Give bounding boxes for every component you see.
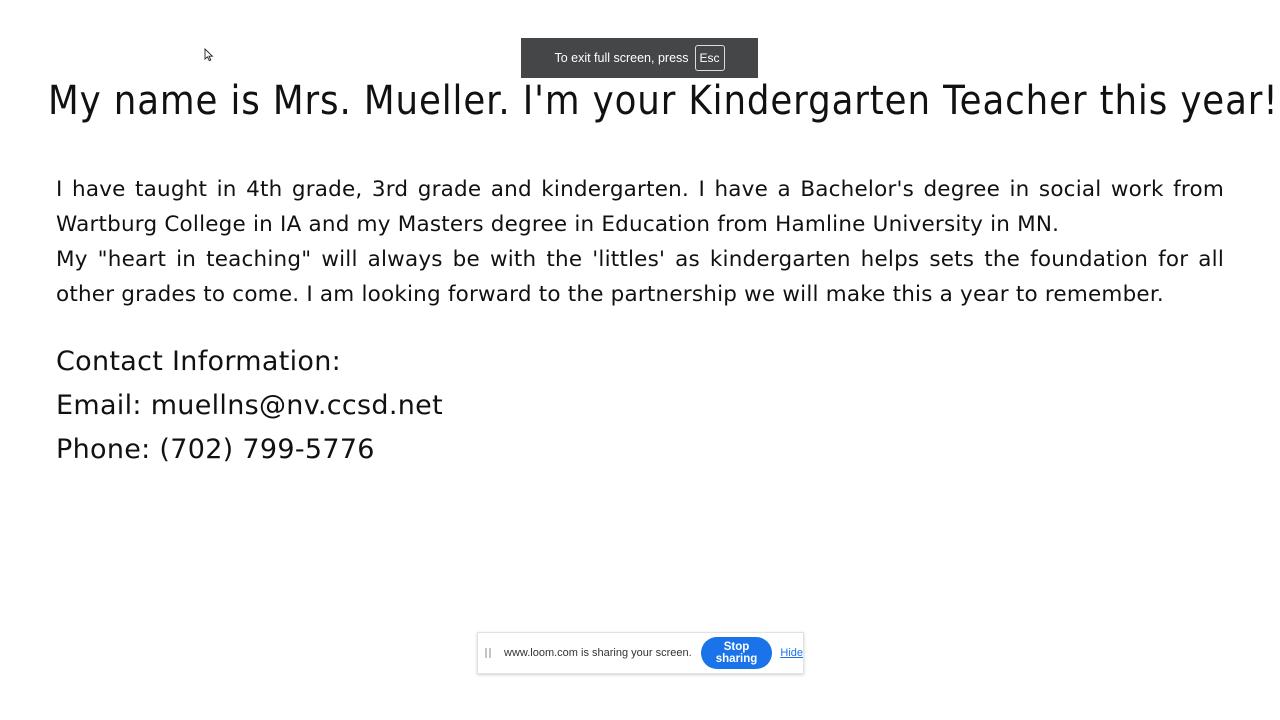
page-title: My name is Mrs. Mueller. I'm your Kindergarten Teacher this year!: [48, 78, 1279, 124]
mouse-pointer-icon: [204, 48, 214, 62]
teacher-bio: [56, 172, 1224, 312]
contact-information: [56, 340, 443, 472]
share-status-text: www.loom.com is sharing your screen.: [504, 647, 692, 659]
fullscreen-notice-text: To exit full screen, press: [554, 51, 689, 65]
bio-paragraph: I have taught in 4th grade, 3rd grade and kindergarten. I have a Bachelor's degree in social work from Wartburg College in IA and my Masters degree in Education from Hamline University in MN.: [56, 177, 1224, 237]
drag-handle-icon[interactable]: [485, 648, 491, 658]
contact-phone: Phone: (702) 799-5776: [56, 434, 375, 465]
bio-paragraph: My "heart in teaching" will always be with the 'littles' as kindergarten helps sets the foundation for all other grades to come. I am looking forward to the partnership we will make this a year to remember.: [56, 247, 1224, 307]
hide-link[interactable]: Hide: [780, 647, 803, 659]
contact-heading: Contact Information:: [56, 346, 342, 377]
esc-key-badge: Esc: [695, 45, 725, 71]
stop-sharing-button[interactable]: Stop sharing: [701, 637, 773, 669]
screen-share-bar: [477, 632, 804, 674]
contact-email: Email: muellns@nv.ccsd.net: [56, 390, 443, 421]
